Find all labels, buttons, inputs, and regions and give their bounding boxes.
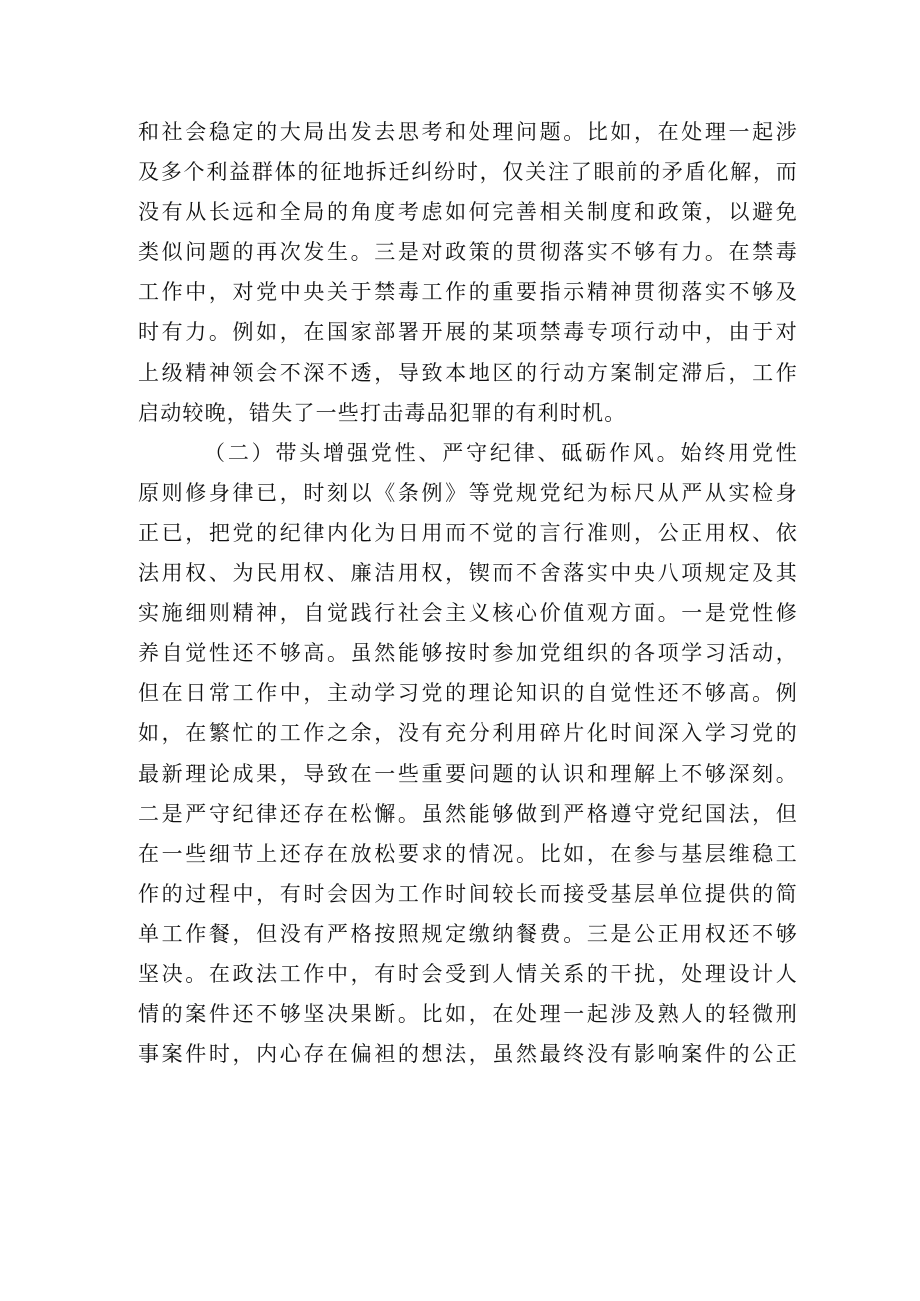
text-line: 实施细则精神，自觉践行社会主义核心价值观方面。一是党性修 — [138, 601, 798, 626]
text-line: 养自觉性还不够高。虽然能够按时参加党组织的各项学习活动， — [138, 641, 798, 666]
text-line: 正已，把党的纪律内化为日用而不觉的言行准则，公正用权、依 — [138, 520, 798, 545]
text-line: 工作中，对党中央关于禁毒工作的重要指示精神贯彻落实不够及 — [138, 280, 798, 305]
text-line: 时有力。例如，在国家部署开展的某项禁毒专项行动中，由于对 — [138, 320, 798, 345]
text-line: 及多个利益群体的征地拆迁纠纷时，仅关注了眼前的矛盾化解，而 — [138, 160, 798, 185]
text-line: 单工作餐，但没有严格按照规定缴纳餐费。三是公正用权还不够 — [138, 921, 798, 946]
text-line: 坚决。在政法工作中，有时会受到人情关系的干扰，处理设计人 — [138, 961, 798, 986]
text-line: 事案件时，内心存在偏袒的想法，虽然最终没有影响案件的公正 — [138, 1042, 798, 1067]
text-line: 和社会稳定的大局出发去思考和处理问题。比如，在处理一起涉 — [138, 120, 798, 144]
text-line: 但在日常工作中，主动学习党的理论知识的自觉性还不够高。例 — [138, 681, 798, 706]
section-heading-line: （二）带头增强党性、严守纪律、砥砺作风。始终用党性 — [204, 440, 798, 465]
body-text — [138, 112, 798, 1074]
text-line: 上级精神领会不深不透，导致本地区的行动方案制定滞后，工作 — [138, 360, 798, 385]
text-line: 二是严守纪律还存在松懈。虽然能够做到严格遵守党纪国法，但 — [138, 801, 798, 826]
text-line: 法用权、为民用权、廉洁用权，锲而不舍落实中央八项规定及其 — [138, 561, 798, 586]
text-line: 最新理论成果，导致在一些重要问题的认识和理解上不够深刻。 — [138, 761, 798, 786]
text-line: 原则修身律已，时刻以《条例》等党规党纪为标尺从严从实检身 — [138, 480, 798, 505]
text-line: 如，在繁忙的工作之余，没有充分利用碎片化时间深入学习党的 — [138, 721, 798, 746]
text-line: 情的案件还不够坚决果断。比如，在处理一起涉及熟人的轻微刑 — [138, 1002, 798, 1027]
text-line: 作的过程中，有时会因为工作时间较长而接受基层单位提供的简 — [138, 881, 798, 906]
text-line: 没有从长远和全局的角度考虑如何完善相关制度和政策，以避免 — [138, 200, 798, 225]
text-line: 在一些细节上还存在放松要求的情况。比如，在参与基层维稳工 — [138, 841, 798, 866]
text-line: 类似问题的再次发生。三是对政策的贯彻落实不够有力。在禁毒 — [138, 240, 798, 265]
paragraph-end-line: 启动较晚，错失了一些打击毒品犯罪的有利时机。 — [138, 400, 627, 425]
